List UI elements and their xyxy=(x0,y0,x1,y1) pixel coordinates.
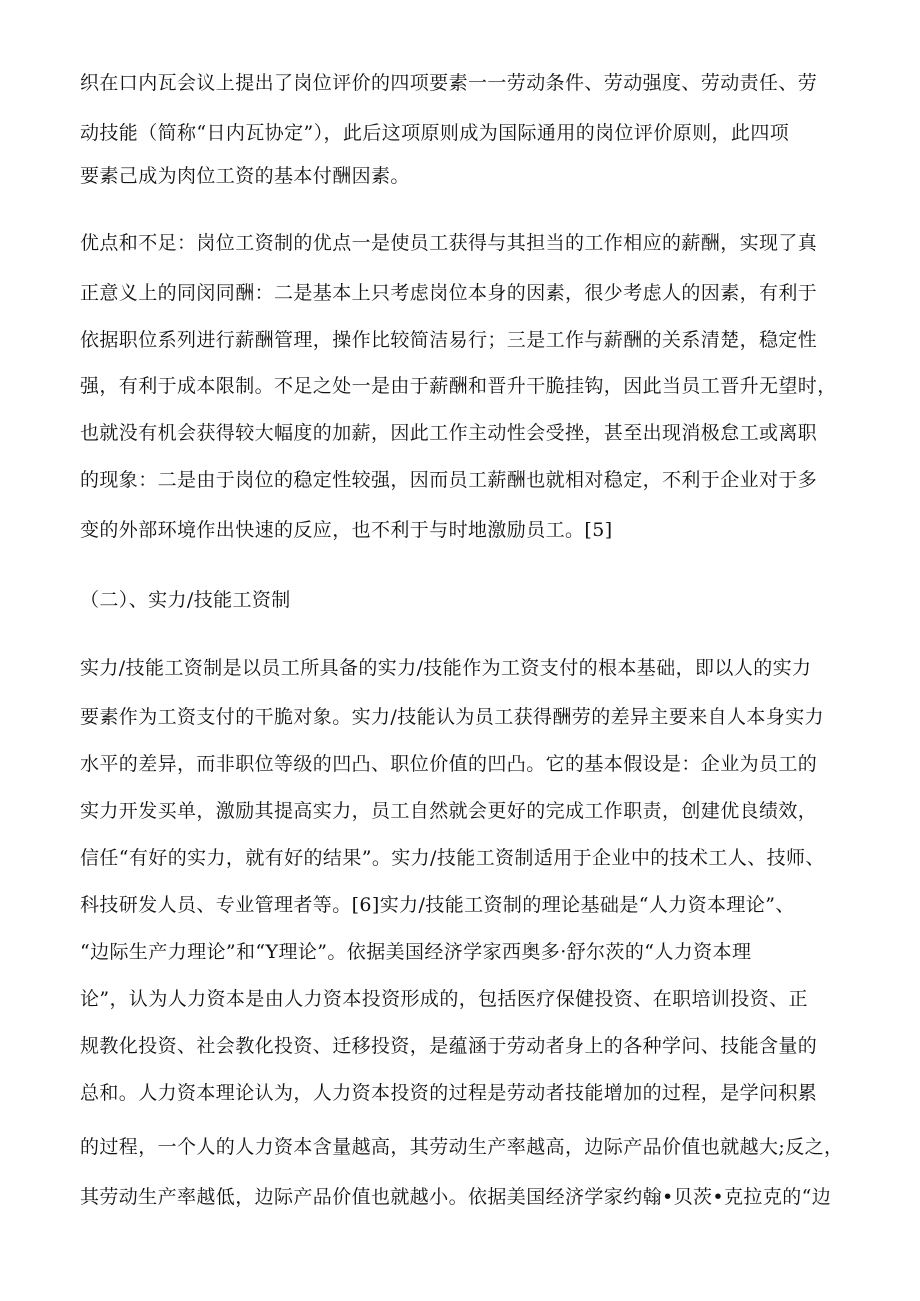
text-line: 依据职位系列进行薪酬管理，操作比较简洁易行；三是工作与薪酬的关系清楚，稳定性 xyxy=(80,329,818,351)
text-line: 强，有利于成本限制。不足之处一是由于薪酬和晋升干脆挂钩，因此当员工晋升无望时， xyxy=(80,375,837,397)
text-line: 要素己成为肉位工资的基本付酬因素。 xyxy=(80,165,410,187)
text-line: 规教化投资、社会教化投资、迁移投资，是蕴涵于劳动者身上的各种学问、技能含量的 xyxy=(80,1035,818,1057)
text-line: 要素作为工资支付的干脆对象。实力/技能认为员工获得酬劳的差异主要来自人本身实力 xyxy=(80,706,825,728)
text-line: 也就没有机会获得较大幅度的加薪，因此工作主动性会受挫，甚至出现消极怠工或离职 xyxy=(80,422,818,444)
text-line: 正意义上的同闵同酬：二是基本上只考虑岗位本身的因素，很少考虑人的因素，有利于 xyxy=(80,282,818,304)
text-line: 的过程，一个人的人力资本含量越高，其劳动生产率越高，边际产品价值也就越大;反之， xyxy=(80,1136,844,1158)
text-line: 的现象：二是由于岗位的稳定性较强，因而员工薪酬也就相对稳定，不利于企业对于多 xyxy=(80,469,818,491)
text-line: 水平的差异，而非职位等级的凹凸、职位价值的凹凸。它的基本假设是：企业为员工的 xyxy=(80,753,818,775)
text-line: 优点和不足：岗位工资制的优点一是使员工获得与其担当的工作相应的薪酬，实现了真 xyxy=(80,232,818,254)
text-line: 动技能（简称“日内瓦协定”），此后这项原则成为国际通用的岗位评价原则，此四项 xyxy=(80,122,790,144)
section-heading: （二）、实力/技能工资制 xyxy=(80,589,291,611)
text-line: 实力开发买单，激励其提高实力，员工自然就会更好的完成工作职责，创建优良绩效， xyxy=(80,800,818,822)
text-line: 实力/技能工资制是以员工所具备的实力/技能作为工资支付的根本基础，即以人的实力 xyxy=(80,657,812,679)
text-line: 其劳动生产率越低，边际产品价值也就越小。依据美国经济学家约翰•贝茨•克拉克的“边 xyxy=(80,1186,832,1208)
text-line: 总和。人力资本理论认为，人力资本投资的过程是劳动者技能增加的过程，是学问积累 xyxy=(80,1082,818,1104)
text-line: “边际生产力理论”和“Y理论”。依据美国经济学家西奥多·舒尔茨的“人力资本理 xyxy=(80,941,752,963)
text-line: 科技研发人员、专业管理者等。[6]实力/技能工资制的理论基础是“人力资本理论”、 xyxy=(80,894,795,916)
text-line: 论”，认为人力资本是由人力资本投资形成的，包括医疗保健投资、在职培训投资、正 xyxy=(80,988,808,1010)
text-line: 织在口内瓦会议上提出了岗位评价的四项要素一一劳动条件、劳动强度、劳动责任、劳 xyxy=(80,72,818,94)
text-line: 变的外部环境作出快速的反应，也不利于与时地激励员工。[5] xyxy=(80,519,613,541)
text-line: 信任“有好的实力，就有好的结果”。实力/技能工资制适用于企业中的技术工人、技师、 xyxy=(80,847,825,869)
